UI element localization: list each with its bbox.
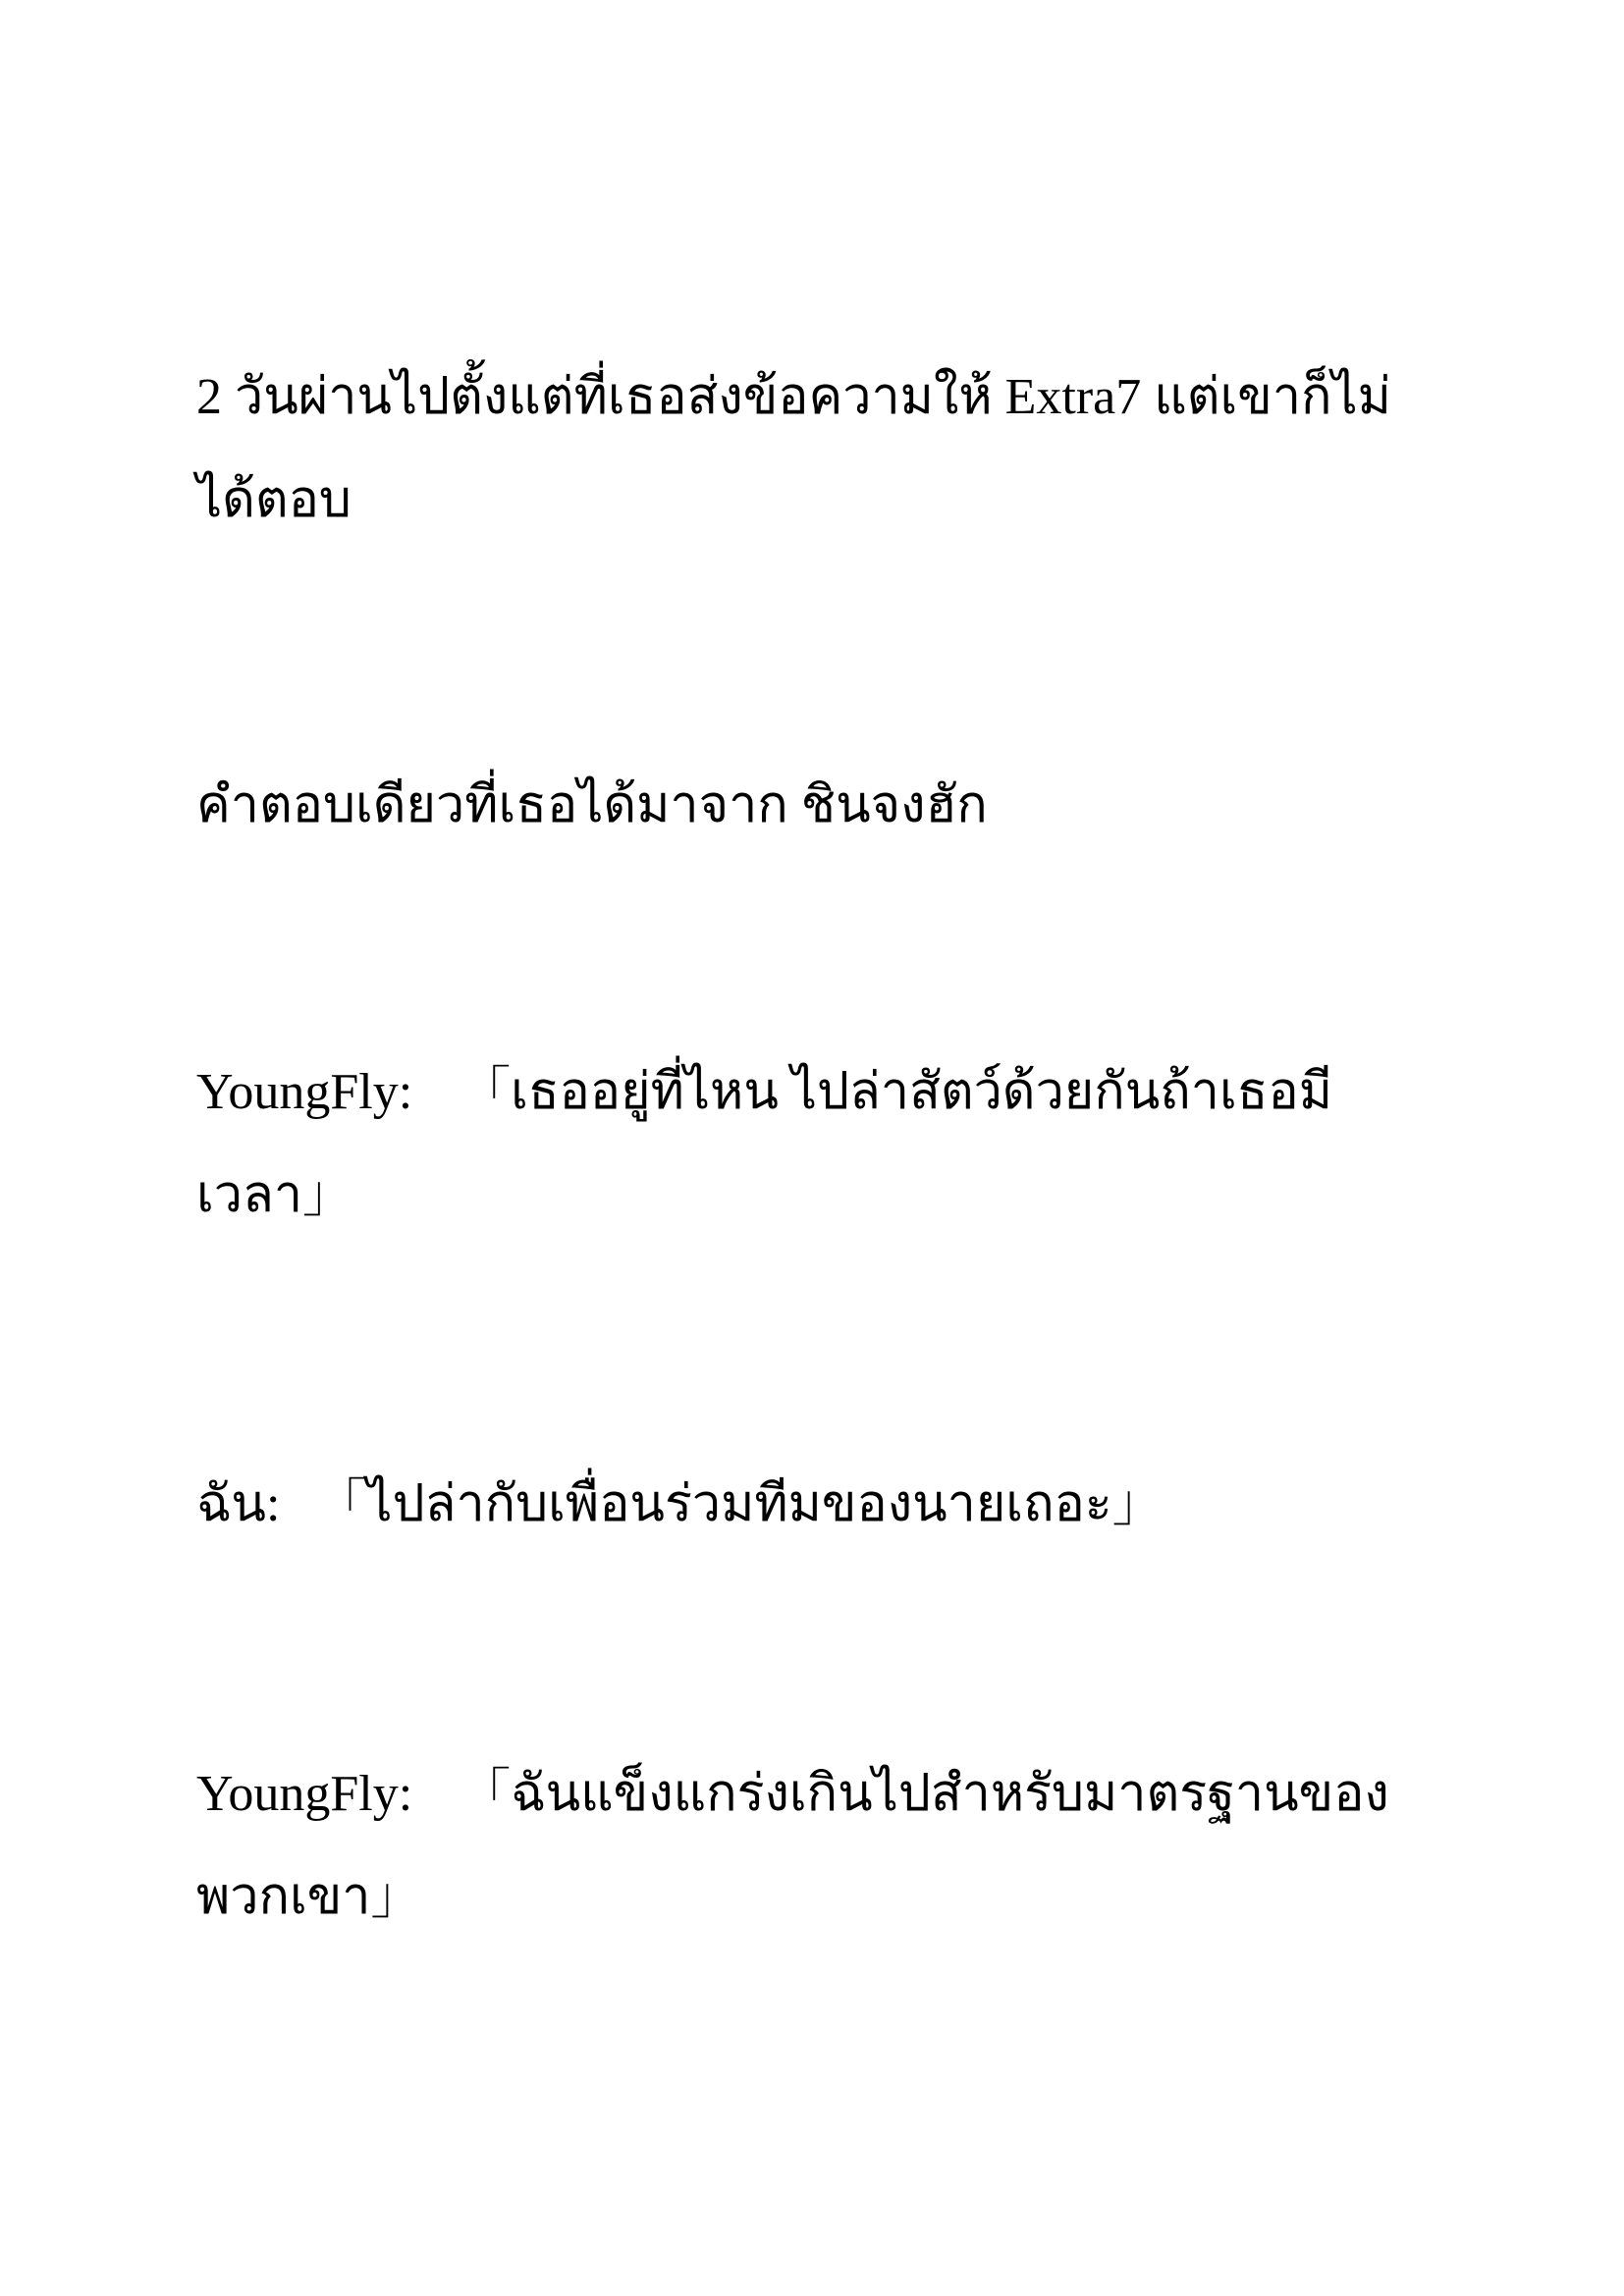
dialogue-line bbox=[196, 1453, 1434, 1556]
narration-text: คำตอบเดียวที่เธอได้มาจาก ชินจงฮัก bbox=[196, 777, 988, 833]
speaker-name: ฉัน: bbox=[196, 1476, 281, 1532]
speaker-name: YoungFly: bbox=[196, 1766, 413, 1822]
narration-paragraph bbox=[196, 346, 1434, 552]
dialogue-line bbox=[196, 1742, 1434, 1949]
dialogue-text: 「ฉันแข็งแกร่งเกินไปสำหรับมาตรฐานของพวกเขา」 bbox=[196, 1766, 1389, 1925]
dialogue-text: 「ไปล่ากับเพื่อนร่วมทีมของนายเถอะ」 bbox=[315, 1476, 1164, 1532]
speaker-name: YoungFly: bbox=[196, 1064, 413, 1120]
dialogue-line bbox=[196, 1041, 1434, 1247]
dialogue-text: 「เธออยู่ที่ไหน ไปล่าสัตว์ด้วยกันถ้าเธอมีเวลา」 bbox=[196, 1064, 1332, 1223]
narration-text: 2 วันผ่านไปตั้งแต่ที่เธอส่งข้อความให้ Extra7 แต่เขาก็ไม่ได้ตอบ bbox=[196, 369, 1391, 528]
narration-paragraph bbox=[196, 754, 1434, 857]
